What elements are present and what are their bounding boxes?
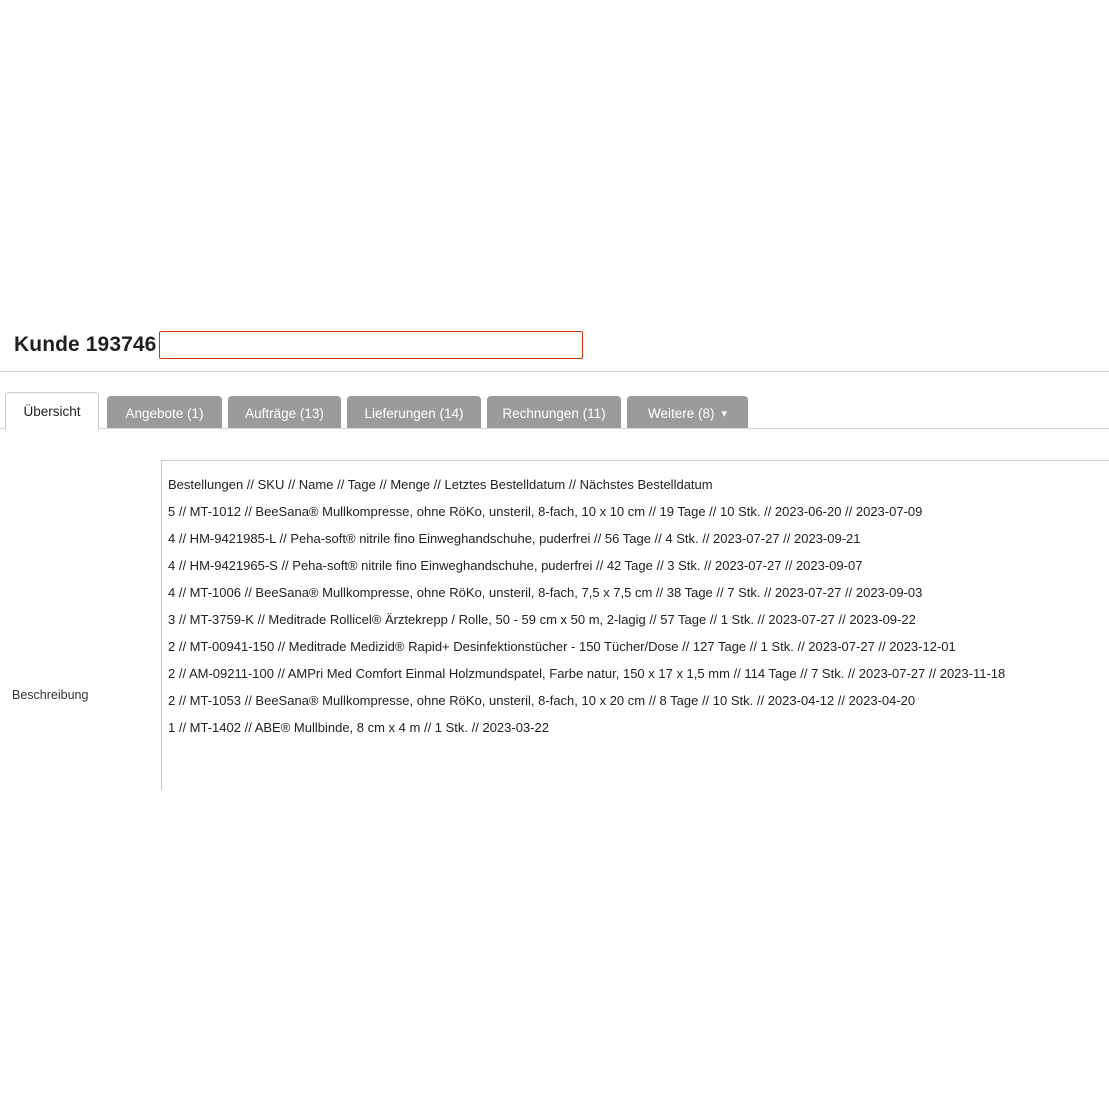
tab-label: Rechnungen (11) — [502, 405, 606, 421]
tabbar-baseline — [0, 428, 1109, 429]
tab-label: Lieferungen (14) — [364, 405, 464, 421]
description-line: Bestellungen // SKU // Name // Tage // Menge // Letztes Bestelldatum // Nächstes Bestelldatum — [168, 477, 713, 492]
page-title: Kunde 193746 — [14, 333, 157, 356]
tab-rechnungen[interactable] — [487, 396, 621, 429]
customer-header — [0, 318, 1109, 372]
description-line: 2 // AM-09211-100 // AMPri Med Comfort Einmal Holzmundspatel, Farbe natur, 150 x 17 x 1,5 mm // 114 Tage // 7 Stk. // 2023-07-27 // 2023-11-18 — [168, 666, 1006, 681]
description-line: 3 // MT-3759-K // Meditrade Rollicel® Ärztekrepp / Rolle, 50 - 59 cm x 50 m, 2-lagig // 57 Tage // 1 Stk. // 2023-07-27 // 2023-09-22 — [168, 612, 916, 627]
tab-bar — [0, 392, 1109, 429]
description-line: 2 // MT-1053 // BeeSana® Mullkompresse, ohne RöKo, unsteril, 8-fach, 10 x 20 cm // 8 Tage // 10 Stk. // 2023-04-12 // 2023-04-20 — [168, 693, 916, 708]
customer-name-input[interactable] — [159, 331, 583, 359]
tab-auftraege[interactable] — [228, 396, 341, 429]
description-label: Beschreibung — [12, 688, 89, 702]
description-panel — [161, 460, 1109, 790]
description-line: 1 // MT-1402 // ABE® Mullbinde, 8 cm x 4 m // 1 Stk. // 2023-03-22 — [168, 720, 549, 735]
description-line: 4 // HM-9421985-L // Peha-soft® nitrile fino Einweghandschuhe, puderfrei // 56 Tage // 4 Stk. // 2023-07-27 // 2023-09-21 — [168, 531, 861, 546]
header-divider — [0, 371, 1109, 372]
tab-angebote[interactable] — [107, 396, 222, 429]
description-line: 4 // HM-9421965-S // Peha-soft® nitrile fino Einweghandschuhe, puderfrei // 42 Tage // 3 Stk. // 2023-07-27 // 2023-09-07 — [168, 558, 863, 573]
description-line: 2 // MT-00941-150 // Meditrade Medizid® Rapid+ Desinfektionstücher - 150 Tücher/Dose // 127 Tage // 1 Stk. // 2023-07-27 // 2023-12-01 — [168, 639, 956, 654]
description-line: 4 // MT-1006 // BeeSana® Mullkompresse, ohne RöKo, unsteril, 8-fach, 7,5 x 7,5 cm // 38 Tage // 7 Stk. // 2023-07-27 // 2023-09-03 — [168, 585, 923, 600]
tab-uebersicht[interactable] — [5, 392, 99, 430]
chevron-down-icon: ▾ — [721, 407, 728, 420]
description-line: 5 // MT-1012 // BeeSana® Mullkompresse, ohne RöKo, unsteril, 8-fach, 10 x 10 cm // 19 Tage // 10 Stk. // 2023-06-20 // 2023-07-09 — [168, 504, 923, 519]
tab-weitere[interactable] — [627, 396, 748, 429]
tab-label: Übersicht — [23, 403, 81, 419]
tab-lieferungen[interactable] — [347, 396, 481, 429]
tab-label: Angebote (1) — [125, 405, 204, 421]
tab-label: Weitere (8) — [647, 405, 715, 421]
tab-label: Aufträge (13) — [245, 405, 324, 421]
